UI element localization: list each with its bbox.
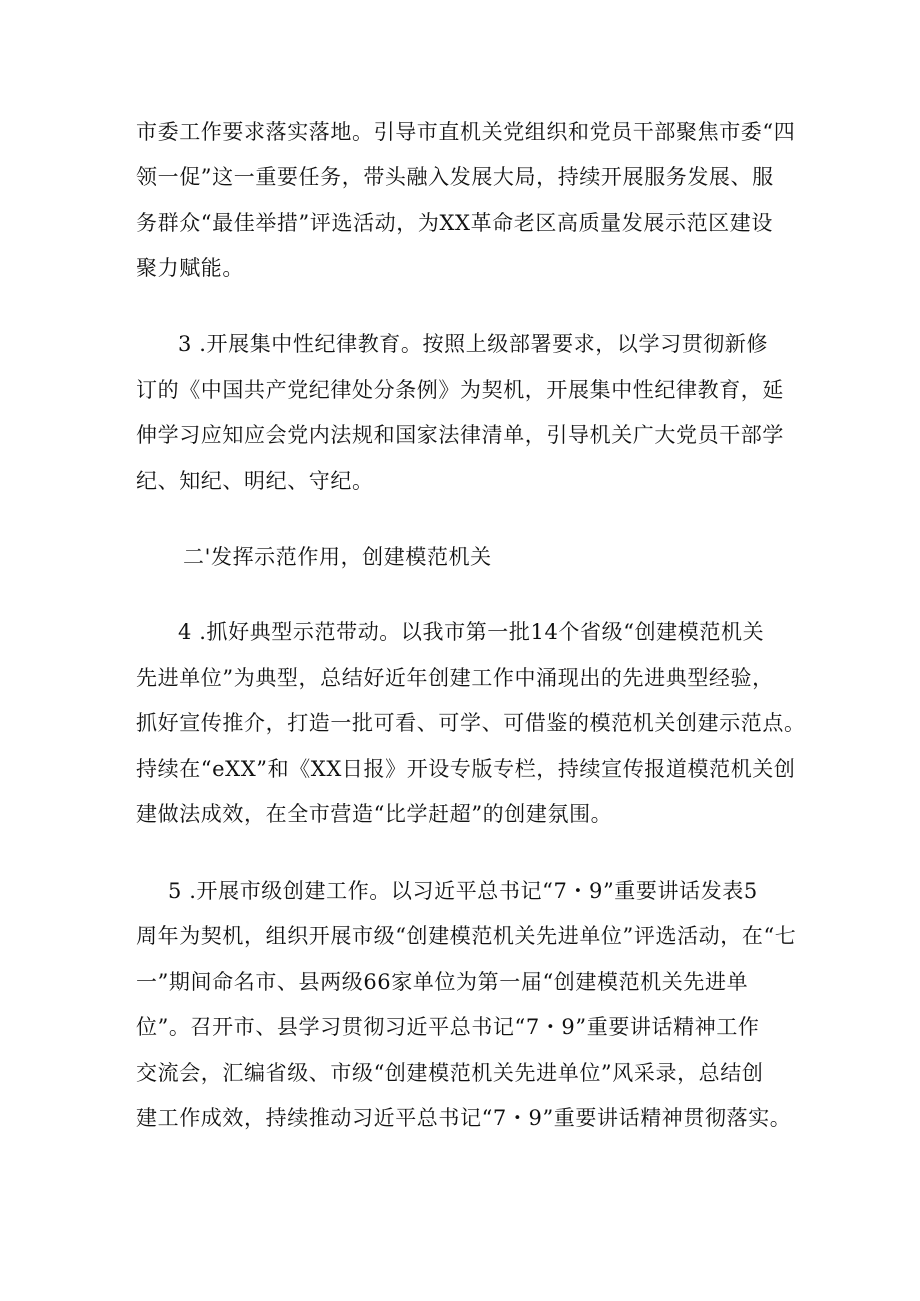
heading-text: 二'发挥示范作用，创建模范机关	[183, 545, 492, 569]
text-line: 抓好宣传推介，打造一批可看、可学、可借鉴的模范机关创建示范点。	[136, 711, 806, 735]
text-line: 4 .抓好典型示范带动。以我市第一批14个省级“创建模范机关	[178, 620, 765, 644]
text-line: 先进单位”为典型，总结好近年创建工作中涌现出的先进典型经验，	[136, 666, 774, 690]
text-line: 聚力赋能。	[136, 256, 244, 280]
text-line: 领一促”这一重要任务，带头融入发展大局，持续开展服务发展、服	[136, 165, 774, 189]
text-line: 务群众“最佳举措”评选活动，为XX革命老区高质量发展示范区建设	[136, 211, 773, 235]
text-line: 市委工作要求落实落地。引导市直机关党组织和党员干部聚焦市委“四	[136, 120, 796, 144]
text-line: 持续在“eXX”和《XX日报》开设专版专栏，持续宣传报道模范机关创	[136, 757, 796, 781]
text-line: 伸学习应知应会党内法规和国家法律清单，引导机关广大党员干部学	[136, 423, 784, 447]
text-line: 建工作成效，持续推动习近平总书记“7・9”重要讲话精神贯彻落实。	[136, 1106, 792, 1130]
text-line: 3 .开展集中性纪律教育。按照上级部署要求，以学习贯彻新修	[178, 332, 769, 356]
text-line: 交流会，汇编省级、市级“创建模范机关先进单位”风采录，总结创	[136, 1061, 764, 1085]
text-line: 纪、知纪、明纪、守纪。	[136, 469, 374, 493]
text-line: 位”。召开市、县学习贯彻习近平总书记“7・9”重要讲话精神工作	[136, 1015, 760, 1039]
text-line: 订的《中国共产党纪律处分条例》为契机，开展集中性纪律教育，延	[136, 378, 784, 402]
text-line: 建做法成效，在全市营造“比学赶超”的创建氛围。	[136, 802, 613, 826]
text-line: 周年为契机，组织开展市级“创建模范机关先进单位”评选活动，在“七	[136, 924, 797, 948]
text-line: 5 .开展市级创建工作。以习近平总书记“7・9”重要讲话发表5	[168, 879, 758, 903]
text-line: 一”期间命名市、县两级66家单位为第一届“创建模范机关先进单	[136, 970, 749, 994]
